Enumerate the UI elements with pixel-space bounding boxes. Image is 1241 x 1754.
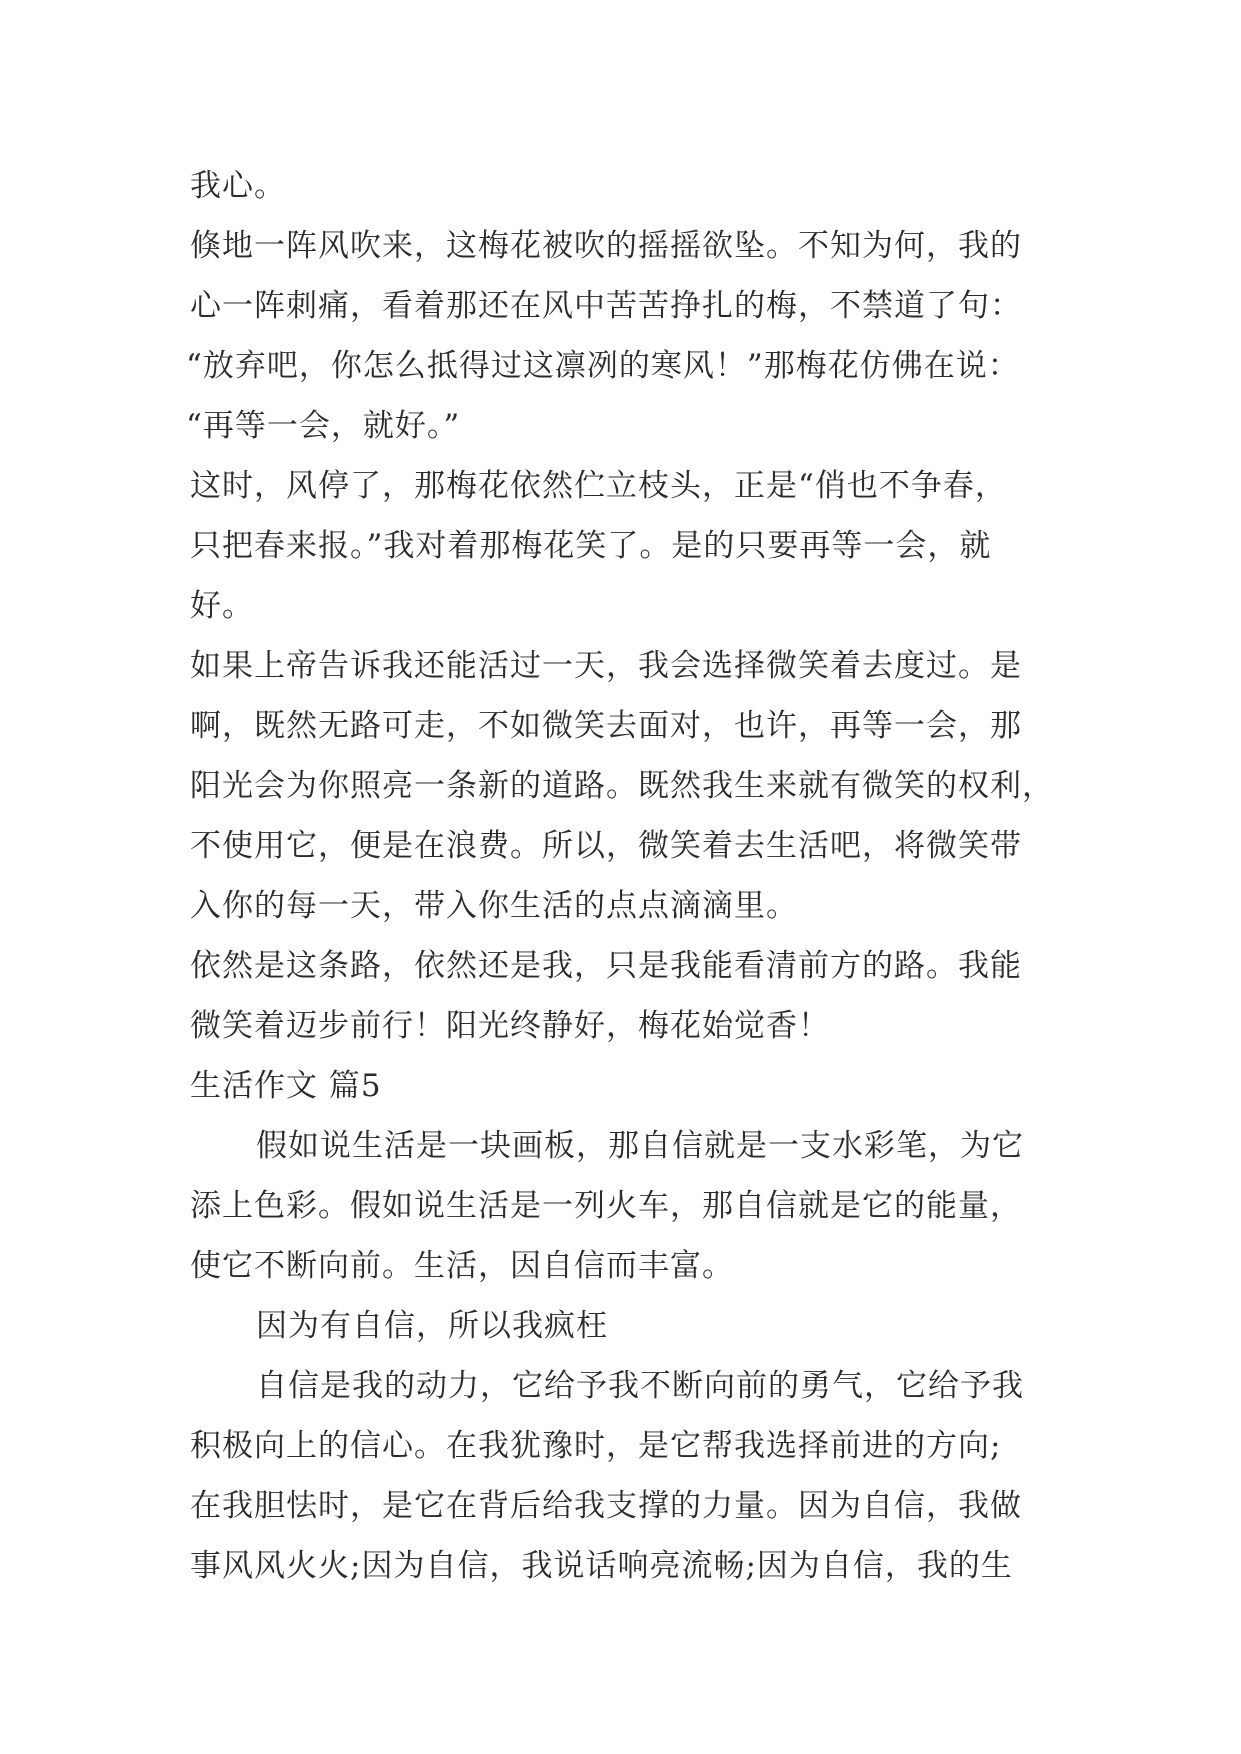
text-line: 不使用它，便是在浪费。所以，微笑着去生活吧，将微笑带 xyxy=(190,828,1022,864)
text-line: 只把春来报。”我对着那梅花笑了。是的只要再等一会，就 xyxy=(190,528,992,564)
text-line: 使它不断向前。生活，因自信而丰富。 xyxy=(190,1248,734,1284)
text-line: 入你的每一天，带入你生活的点点滴滴里。 xyxy=(190,888,798,924)
text-line: 如果上帝告诉我还能活过一天，我会选择微笑着去度过。是 xyxy=(190,648,1022,684)
text-line: 阳光会为你照亮一条新的道路。既然我生来就有微笑的权利， xyxy=(190,768,1054,804)
text-line: “放弃吧，你怎么抵得过这凛冽的寒风！”那梅花仿佛在说： xyxy=(186,348,1020,384)
text-line: 好。 xyxy=(190,588,254,624)
text-line: 因为有自信，所以我疯枉 xyxy=(256,1308,608,1344)
text-line: 自信是我的动力，它给予我不断向前的勇气，它给予我 xyxy=(256,1368,1024,1404)
text-line: 积极向上的信心。在我犹豫时，是它帮我选择前进的方向; xyxy=(190,1428,1002,1464)
text-line: 心一阵刺痛，看着那还在风中苦苦挣扎的梅，不禁道了句： xyxy=(190,288,1022,324)
text-line: 在我胆怯时，是它在背后给我支撑的力量。因为自信，我做 xyxy=(190,1488,1022,1524)
section-heading: 生活作文 篇5 xyxy=(190,1068,382,1104)
text-line: 添上色彩。假如说生活是一列火车，那自信就是它的能量， xyxy=(190,1188,1022,1224)
text-line: 倏地一阵风吹来，这梅花被吹的摇摇欲坠。不知为何，我的 xyxy=(190,228,1022,264)
text-line: 事风风火火;因为自信，我说话响亮流畅;因为自信，我的生 xyxy=(190,1548,1013,1584)
text-line: 啊，既然无路可走，不如微笑去面对，也许，再等一会，那 xyxy=(190,708,1022,744)
text-line: 微笑着迈步前行！阳光终静好，梅花始觉香！ xyxy=(190,1008,830,1044)
text-line: 这时，风停了，那梅花依然伫立枝头，正是“俏也不争春， xyxy=(190,468,1007,504)
text-line: 依然是这条路，依然还是我，只是我能看清前方的路。我能 xyxy=(190,948,1022,984)
text-line: “再等一会，就好。” xyxy=(186,408,461,444)
text-line: 假如说生活是一块画板，那自信就是一支水彩笔，为它 xyxy=(256,1128,1024,1164)
text-line: 我心。 xyxy=(190,168,286,204)
